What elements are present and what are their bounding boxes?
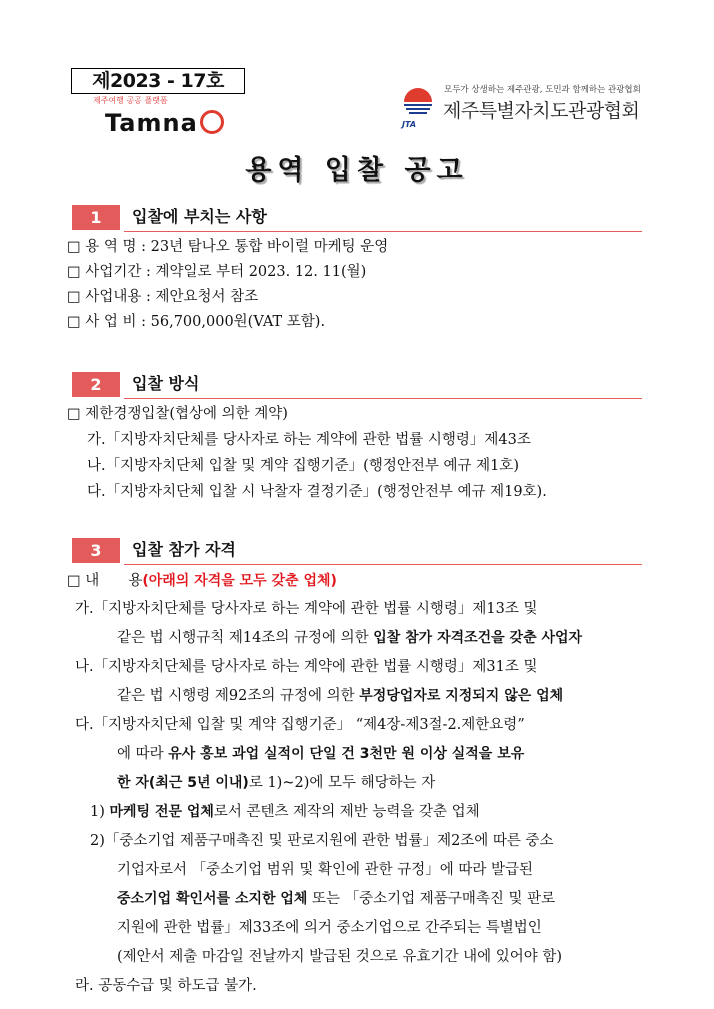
tamna-logo-icon: [200, 110, 224, 134]
section-2-number: 2: [72, 372, 120, 397]
text: 에 따라: [117, 746, 169, 762]
list-item: [117, 629, 582, 648]
org-name: 제주특별자치도관광협회: [443, 100, 640, 122]
list-item: □ 사업기간 : 계약일로 부터 2023. 12. 11(월): [67, 264, 367, 280]
section-1-title: 입찰에 부치는 사항: [132, 207, 267, 226]
bold-text: 중소기업 확인서를 소지한 업체: [117, 891, 308, 907]
list-item: 다.「지방자치단체 입찰 시 낙찰자 결정기준」(행정안전부 예규 제19호).: [87, 484, 547, 500]
section-1-divider: [124, 231, 642, 232]
list-item: (제안서 제출 마감일 전날까지 발급된 것으로 유효기간 내에 있어야 함): [117, 949, 562, 965]
list-item: [117, 890, 555, 909]
section-1-number: 1: [72, 205, 120, 230]
list-item: □ 제한경쟁입찰(협상에 의한 계약): [67, 406, 288, 422]
list-item: 가.「지방자치단체를 당사자로 하는 계약에 관한 법률 시행령」제13조 및: [75, 601, 538, 617]
section-2-title: 입찰 방식: [132, 374, 200, 393]
tamna-logo: [105, 109, 224, 137]
text: 로서 콘텐츠 제작의 제반 능력을 갖춘 업체: [213, 804, 480, 820]
page-title: 용역 입찰 공고: [245, 155, 469, 186]
text: 같은 법 시행규칙 제14조의 규정에 의한: [117, 630, 374, 646]
section-2-divider: [124, 398, 642, 399]
list-item: 지원에 관한 법률」제33조에 의거 중소기업으로 간주되는 특별법인: [117, 920, 542, 936]
bold-text: 마케팅 전문 업체: [109, 804, 214, 820]
jta-logo-text: JTA: [402, 120, 417, 129]
list-item: [90, 803, 480, 822]
list-item: □ 사업내용 : 제안요청서 참조: [67, 289, 259, 305]
list-item: 라. 공동수급 및 하도급 불가.: [75, 978, 257, 994]
list-item: [117, 745, 524, 764]
list-item: [117, 687, 563, 706]
list-item: 나.「지방자치단체 입찰 및 계약 집행기준」(행정안전부 예규 제1호): [87, 458, 519, 474]
list-item: 2)「중소기업 제품구매촉진 및 판로지원에 관한 법률」제2조에 따른 중소: [90, 833, 554, 849]
list-item: 기업자로서 「중소기업 범위 및 확인에 관한 규정」에 따라 발급된: [117, 862, 534, 878]
section-3-number: 3: [72, 538, 120, 563]
text: 같은 법 시행령 제92조의 규정에 의한: [117, 688, 360, 704]
list-item: □ 사 업 비 : 56,700,000원(VAT 포함).: [67, 314, 326, 330]
list-item: □ 용 역 명 : 23년 탐나오 통합 바이럴 마케팅 운영: [67, 239, 389, 255]
list-item: [67, 572, 337, 591]
bold-text: 유사 홍보 과업 실적이 단일 건 3천만 원 이상 실적을 보유: [168, 746, 525, 762]
org-slogan: 모두가 상생하는 제주관광, 도민과 함께하는 관광협회: [444, 85, 641, 95]
document-number: 제2023 - 17호: [71, 68, 245, 94]
list-item: 가.「지방자치단체를 당사자로 하는 계약에 관한 법률 시행령」제43조: [87, 432, 531, 448]
tamna-tagline: 제주여행 공공 플랫폼: [93, 96, 168, 105]
jta-logo-icon: [400, 86, 436, 118]
list-item: 나.「지방자치단체를 당사자로 하는 계약에 관한 법률 시행령」제31조 및: [75, 659, 538, 675]
highlight-text: (아래의 자격을 모두 갖춘 업체): [142, 573, 337, 589]
list-item: 다.「지방자치단체 입찰 및 계약 집행기준」 “제4장-제3절-2.제한요령”: [75, 717, 525, 733]
section-3-title: 입찰 참가 자격: [132, 540, 236, 559]
bold-text: 부정당업자로 지정되지 않은 업체: [359, 688, 564, 704]
bold-text: 입찰 참가 자격조건을 갖춘 사업자: [373, 630, 583, 646]
text: 또는 「중소기업 제품구매촉진 및 판로: [307, 891, 556, 907]
text: 1): [90, 804, 110, 820]
list-item: [117, 774, 435, 793]
item-label: □ 내 용: [67, 573, 143, 589]
text: 로 1)~2)에 모두 해당하는 자: [248, 775, 436, 791]
bold-text: 한 자(최근 5년 이내): [117, 775, 249, 791]
section-3-divider: [124, 564, 642, 565]
tamna-logo-text: Tamna: [105, 109, 198, 137]
